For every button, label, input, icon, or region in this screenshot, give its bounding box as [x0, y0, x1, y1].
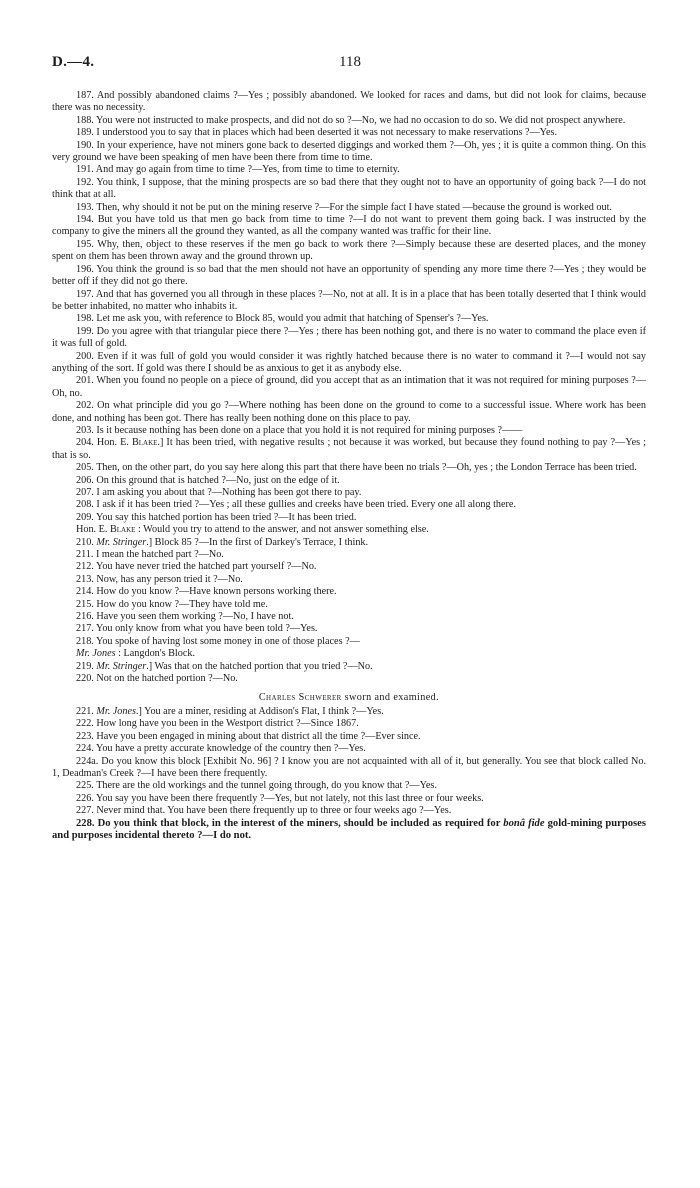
- speaker-name: Mr. Jones: [96, 705, 136, 717]
- paragraph: 224. You have a pretty accurate knowledge of the country then ?—Yes.: [76, 743, 366, 755]
- speaker-name: Mr. Jones: [76, 648, 116, 660]
- speaker-name: Mr. Stringer: [96, 536, 147, 548]
- paragraph: 188. You were not instructed to make prospects, and did not do so ?—No, we had no occasion to do so. We did not prospect anywhere.: [76, 114, 626, 126]
- paragraph: 219. Mr. Stringer.] Was that on the hatched portion that you tried ?—No.: [76, 660, 373, 672]
- paragraph: 190. In your experience, have not miners gone back to deserted diggings and worked them ?—Oh, yes ; it is quite a common thing. On this very ground we have been speaking of men have been there from time to time.: [52, 139, 646, 164]
- paragraph: 212. You have never tried the hatched part yourself ?—No.: [76, 561, 317, 573]
- paragraph: 226. You say you have been there frequently ?—Yes, but not lately, not this last three or four weeks.: [76, 792, 484, 804]
- paragraph: 211. I mean the hatched part ?—No.: [76, 549, 224, 561]
- speaker-name: Mr. Stringer: [96, 660, 147, 672]
- paragraph: 224a. Do you know this block [Exhibit No. 96] ? I know you are not acquainted with all of it, but generally. You see that block called No. 1, Deadman's Creek ?—I have been there frequently.: [52, 755, 646, 779]
- paragraph: 196. You think the ground is so bad that the men should not have an opportunity of spending any more time there ?—Yes ; they would be better off if they did not go there.: [52, 263, 646, 288]
- paragraph: 215. How do you know ?—They have told me.: [76, 598, 268, 610]
- paragraph: 225. There are the old workings and the tunnel going through, do you know that ?—Yes.: [76, 780, 437, 792]
- paragraph: 189. I understood you to say that in places which had been deserted it was not necessary to make reservations ?—Yes.: [76, 127, 558, 139]
- paragraph: 214. How do you know ?—Have known persons working there.: [76, 586, 337, 598]
- paragraph: 204. Hon. E. Blake.] It has been tried, with negative results ; not because it was worked, but because they found nothing to pay ?—Yes ; that is so.: [52, 437, 646, 461]
- paragraph: 197. And that has governed you all through in these places ?—No, not at all. It is in a place that has been totally deserted that I think would be better inhabited, no matter who inhabits it.: [52, 288, 646, 312]
- paragraph: Hon. E. Blake : Would you try to attend to the answer, and not answer something else.: [76, 524, 429, 536]
- paragraph: 201. When you found no people on a piece of ground, did you accept that as an intimation that it was not required for mining purposes ?—Oh, no.: [52, 375, 646, 399]
- paragraph: 200. Even if it was full of gold you would consider it was rightly hatched because there is no water to command it ?—I would not say anything of the sort. If gold was there I should be as anxious to get it as anybody else.: [52, 350, 646, 374]
- paragraph: 195. Why, then, object to these reserves if the men go back to work there ?—Simply because these are deserted places, and the money spent on them has been thrown away and the ground thrown up.: [52, 238, 646, 263]
- paragraph: 208. I ask if it has been tried ?—Yes ; all these gullies and creeks have been tried. Every one all along there.: [76, 499, 516, 511]
- witness-heading: Charles Schwerer sworn and examined.: [258, 691, 440, 703]
- paragraph: 194. But you have told us that men go back from time to time ?—I do not want to prevent them going back. I was instructed by the company to give the miners all the ground they wanted, as all the company wanted was traffic for their line.: [52, 214, 646, 238]
- paragraph: 221. Mr. Jones.] You are a miner, residing at Addison's Flat, I think ?—Yes.: [76, 705, 384, 717]
- paragraph: Mr. Jones : Langdon's Block.: [76, 648, 195, 660]
- paragraph: 222. How long have you been in the Westport district ?—Since 1867.: [76, 718, 359, 730]
- paragraph: 210. Mr. Stringer.] Block 85 ?—In the first of Darkey's Terrace, I think.: [76, 536, 369, 548]
- paragraph: 216. Have you seen them working ?—No, I have not.: [76, 611, 294, 623]
- paragraph: 213. Now, has any person tried it ?—No.: [76, 573, 243, 585]
- paragraph: 203. Is it because nothing has been done on a place that you hold it is not required for mining purposes ?——: [76, 424, 523, 436]
- evidence-text: [52, 90, 646, 842]
- page-number: 118: [339, 54, 361, 70]
- paragraph: 223. Have you been engaged in mining about that district all the time ?—Ever since.: [76, 730, 421, 742]
- paragraph: 192. You think, I suppose, that the mining prospects are so bad there that they ought not to have an opportunity of going back ?—I do not think that at all.: [52, 176, 646, 201]
- paragraph: 187. And possibly abandoned claims ?—Yes ; possibly abandoned. We looked for races and dams, but did not look for claims, because there was no necessity.: [52, 90, 646, 114]
- paragraph: 207. I am asking you about that ?—Nothing has been got there to pay.: [76, 487, 362, 498]
- paragraph: 202. On what principle did you go ?—Where nothing has been done on the ground to come to a successful issue. Where work has been done, and nothing has been got. There has really been nothing done on this place to pay.: [52, 400, 646, 424]
- paragraph: 217. You only know from what you have been told ?—Yes.: [76, 623, 318, 635]
- paragraph: 205. Then, on the other part, do you say here along this part that there have been no trials ?—Oh, yes ; the London Terrace has been tried.: [76, 462, 637, 474]
- paragraph: 228. Do you think that block, in the interest of the miners, should be included as required for bonâ fide gold-mining purposes and purposes incidental thereto ?—I do not.: [52, 817, 646, 841]
- speaker-name: Blake: [131, 437, 158, 449]
- paragraph: 191. And may go again from time to time ?—Yes, from time to time to eternity.: [76, 164, 400, 176]
- paragraph: 193. Then, why should it not be put on the mining reserve ?—For the simple fact I have stated —because the ground is worked out.: [76, 201, 612, 213]
- paragraph: 209. You say this hatched portion has been tried ?—It has been tried.: [76, 511, 357, 523]
- paragraph: 227. Never mind that. You have been there frequently up to three or four weeks ago ?—Yes.: [76, 805, 452, 817]
- document-reference: D.—4.: [52, 54, 95, 70]
- paragraph: 218. You spoke of having lost some money in one of those places ?—: [76, 635, 360, 647]
- paragraph: 220. Not on the hatched portion ?—No.: [76, 673, 238, 685]
- speaker-name: Blake: [109, 524, 136, 536]
- paragraph: 198. Let me ask you, with reference to Block 85, would you admit that hatching of Spenser's ?—Yes.: [76, 313, 489, 325]
- paragraph: 199. Do you agree with that triangular piece there ?—Yes ; there has been nothing got, and there is no water to command the place even if it was full of gold.: [52, 325, 646, 350]
- paragraph: 206. On this ground that is hatched ?—No, just on the edge of it.: [76, 474, 340, 486]
